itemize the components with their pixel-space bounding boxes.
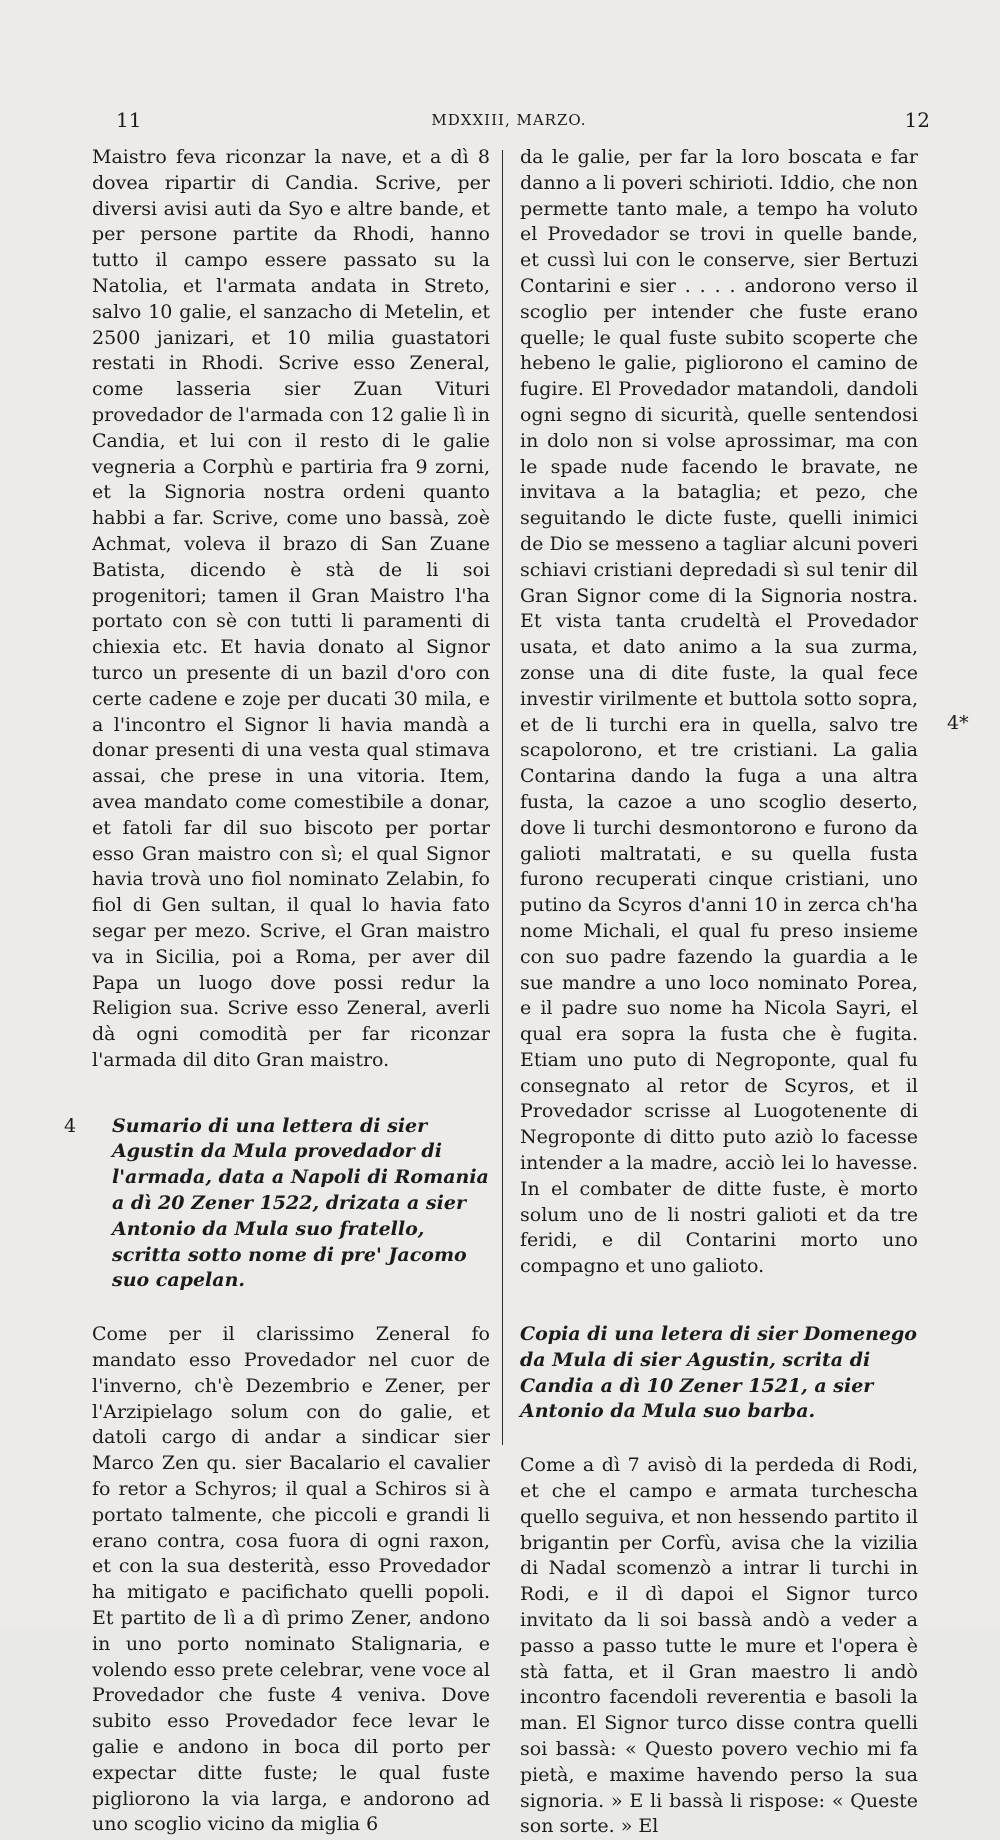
page-number-left: 11 <box>116 108 142 132</box>
right-column <box>520 145 925 1840</box>
page-number-right: 12 <box>904 108 930 132</box>
page-header <box>88 108 930 138</box>
left-column <box>64 145 497 1838</box>
left-paragraph-2: Come per il clarissimo Zeneral fo mandato esso Provedador nel cuor de l'inverno, ch'è Dezembrio e Zener, per l'Arzipielago solum con do galie, et datoli cargo di andar a sindicar sier Marco Zen qu. sier Bacalario el cavalier fo retor a Schyros; il qual a Schiros si à portato talmente, che piccoli e grandi li erano contra, cosa fuora di ogni raxon, et con la sua desterità, esso Provedador ha mitigato e pacifichato quelli popoli. Et partito de lì a dì primo Zener, andono in uno porto nominato Stalignaria, e volendo esso prete celebrar, vene voce al Provedador che fuste 4 veniva. Dove subito esso Provedador fece levar le galie e andono in boca dil porto per expectar ditte fuste; le qual fuste pigliorono la via larga, e andorono ad uno scoglio vicino da miglia 6 <box>92 1323 497 1836</box>
letter-heading-right <box>520 1322 924 1425</box>
running-title: MDXXIII, MARZO. <box>431 111 587 129</box>
heading-marginal-number: 4 <box>64 1114 77 1137</box>
letter-heading-right-text: Copia di una letera di sier Domenego da Mula di sier Agustin, scrita di Candia a dì 10 Zener 1521, a sier Antonio da Mula suo barba. <box>520 1323 924 1423</box>
column-divider <box>502 150 503 1445</box>
right-paragraph-1: da le galie, per far la loro boscata e far danno a li poveri schirioti. Iddio, che non permette tanto male, a tempo ha voluto el Provedador se trovi in quelle bande, et cussì lui con le conserve, sier Bertuzi Contarini e sier . . . . andorono verso il scoglio per intender che fuste erano quelle; le qual fuste subito scoperte che hebeno le galie, pigliorono el camino de fugire. El Provedador matandoli, dandoli ogni segno di sicurità, quelle sentendosi in dolo non si volse aprossimar, ma con le spade nude facendo le bravate, ne invitava a la bataglia; et pezo, che seguitando le dicte fuste, quelli inimici de Dio se messeno a tagliar alcuni poveri schiavi cristiani depredadi sì sul tenir dil Gran Signor come di la Signoria nostra. Et vista tanta crudeltà el Provedador usata, et dato animo a la sua zurma, zonse una di dite fuste, la qual fece investir virilmente et buttola sotto sopra, et de li turchi era in quella, salvo tre scapolorono, et tre cristiani. La galia Contarina dando la fuga a una altra fusta, la cazoe a uno scoglio deserto, dove li turchi desmontorono e furono da galioti maltratati, e su quella fusta furono recuperati cinque cristiani, uno putino da Scyros d'anni 10 in zerca ch'ha nome Michali, el qual fu preso insieme con suo padre fazendo la guardia a le sue mandre a uno loco nominato Porea, e il padre suo nome ha Nicola Sayri, el qual era sopra la fusta che è fugita. Etiam uno puto di Negroponte, qual fu consegnato al retor de Scyros, et il Provedador scrisse al Luogotenente di Negroponte di ditto puto aziò lo facesse intender a la madre, acciò lei lo havesse. In el combater de ditte fuste, è morto solum uno de li nostri galioti et da tre feridi, e dil Contarini morto uno compagno et uno galioto. <box>520 146 925 1278</box>
margin-note: 4* <box>947 712 969 734</box>
right-paragraph-2: Come a dì 7 avisò di la perdeda di Rodi, et che el campo e armata turchescha quello seguiva, et non hessendo partito il brigantin per Corfù, avisa che la vizilia di Nadal scomenzò a intrar li turchi in Rodi, e il dì dapoi el Signor turco invitato da li soi bassà andò a veder a passo a passo tutte le mure et l'opera è stà fatta, et il Gran maestro li andò incontro facendoli reverentia e basoli la man. El Signor turco disse contra quelli soi bassà: « Questo povero vechio mi fa pietà, e maxime havendo perso la sua signoria. » E li bassà li rispose: « Queste son sorte. » El <box>520 1454 925 1838</box>
letter-heading-text: Sumario di una lettera di sier Agustin da Mula provedador di l'armada, data a Napoli di Romania a dì 20 Zener 1522, drizata a sier Antonio da Mula suo fratello, scritta sotto nome di pre' Jacomo suo capelan. <box>112 1114 496 1292</box>
letter-heading-left <box>64 1114 496 1295</box>
left-paragraph-1: Maistro feva riconzar la nave, et a dì 8 dovea ripartir di Candia. Scrive, per diversi avisi auti da Syo e altre bande, et per persone partite da Rhodi, hanno tutto il campo essere passato su la Natolia, et l'armata andata in Streto, salvo 10 galie, el sanzacho di Metelin, et 2500 janizari, et 10 milia guastatori restati in Rhodi. Scrive esso Zeneral, come lasseria sier Zuan Vituri provedador de l'armada con 12 galie lì in Candia, et lui con il resto di le galie vegneria a Corphù e partiria fra 9 zorni, et la Signoria nostra ordeni quanto habbi a far. Scrive, come uno bassà, zoè Achmat, voleva il brazo di San Zuane Batista, dicendo è stà de li soi progenitori; tamen il Gran Maistro l'ha portato con sè con tutti li paramenti di chiexia etc. Et havia donato al Signor turco un presente di un bazil d'oro con certe cadene e zoje per ducati 30 mila, e a l'incontro el Signor li havia mandà a donar presenti di una vesta qual stimava assai, che prese in una vitoria. Item, avea mandato come comestibile a donar, et fatoli far dil suo biscoto per portar esso Gran maistro con sì; el qual Signor havia trovà uno fiol nominato Zelabin, fo fiol di Gen sultan, il qual lo havia fato segar per mezo. Scrive, el Gran maistro va in Sicilia, poi a Roma, per aver dil Papa un luogo dove possi redur la Religion sua. Scrive esso Zeneral, averli dà ogni comodità per far riconzar l'armada dil dito Gran maistro. <box>92 146 497 1071</box>
